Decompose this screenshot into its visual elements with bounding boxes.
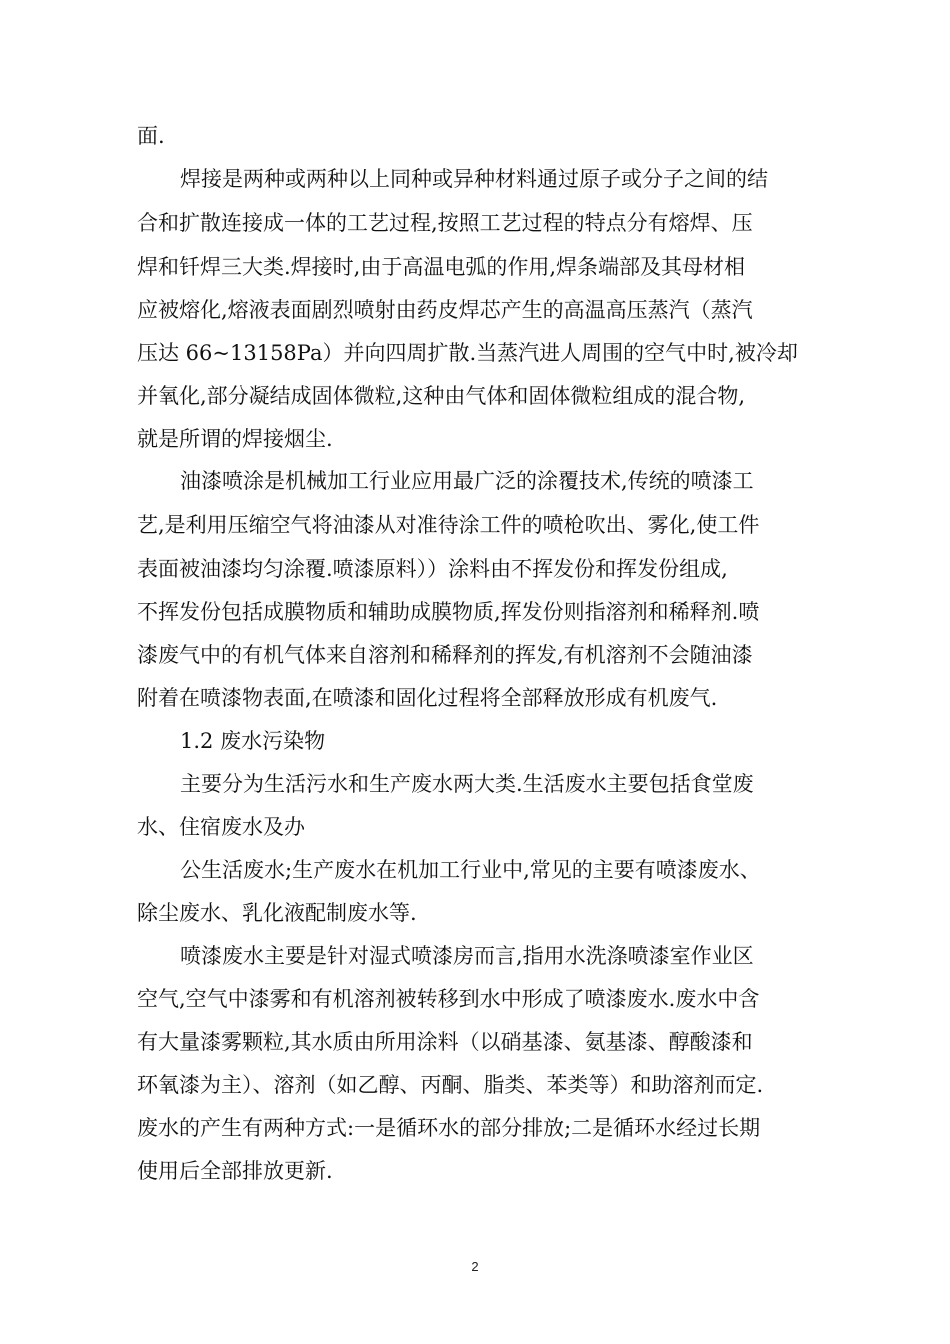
text-line: 压达 66~13158Pa）并向四周扩散.当蒸汽进人周围的空气中时,被冷却 xyxy=(137,341,798,365)
text-line: 表面被油漆均匀涂覆.喷漆原料））涂料由不挥发份和挥发份组成, xyxy=(137,557,728,581)
text-line: 艺,是利用压缩空气将油漆从对准待涂工件的喷枪吹出、雾化,使工件 xyxy=(137,513,760,537)
text-line: 环氧漆为主）、溶剂（如乙醇、丙酮、脂类、苯类等）和助溶剂而定. xyxy=(137,1073,764,1097)
text-line: 不挥发份包括成膜物质和辅助成膜物质,挥发份则指溶剂和稀释剂.喷 xyxy=(137,600,760,624)
text-line: 主要分为生活污水和生产废水两大类.生活废水主要包括食堂废 xyxy=(180,772,754,796)
text-line: 漆废气中的有机气体来自溶剂和稀释剂的挥发,有机溶剂不会随油漆 xyxy=(137,643,753,667)
text-line: 除尘废水、乳化液配制废水等. xyxy=(137,901,417,925)
text-line: 油漆喷涂是机械加工行业应用最广泛的涂覆技术,传统的喷漆工 xyxy=(180,469,754,493)
text-line: 焊接是两种或两种以上同种或异种材料通过原子或分子之间的结 xyxy=(180,167,768,191)
text-line: 废水的产生有两种方式:一是循环水的部分排放;二是循环水经过长期 xyxy=(137,1116,761,1140)
text-line: 合和扩散连接成一体的工艺过程,按照工艺过程的特点分有熔焊、压 xyxy=(137,211,753,235)
text-line: 并氧化,部分凝结成固体微粒,这种由气体和固体微粒组成的混合物, xyxy=(137,384,746,408)
text-line: 焊和钎焊三大类.焊接时,由于高温电弧的作用,焊条端部及其母材相 xyxy=(137,255,746,279)
text-line: 附着在喷漆物表面,在喷漆和固化过程将全部释放形成有机废气. xyxy=(137,686,718,710)
text-line: 水、住宿废水及办 xyxy=(137,815,305,839)
text-line: 面. xyxy=(137,124,165,148)
section-heading: 1.2 废水污染物 xyxy=(180,729,326,753)
page-number: 2 xyxy=(471,1259,479,1274)
text-line: 应被熔化,熔液表面剧烈喷射由药皮焊芯产生的高温高压蒸汽（蒸汽 xyxy=(137,298,753,322)
text-line: 有大量漆雾颗粒,其水质由所用涂料（以硝基漆、氨基漆、醇酸漆和 xyxy=(137,1030,753,1054)
text-line: 喷漆废水主要是针对湿式喷漆房而言,指用水洗涤喷漆室作业区 xyxy=(180,944,754,968)
text-line: 使用后全部排放更新. xyxy=(137,1159,333,1183)
text-line: 公生活废水;生产废水在机加工行业中,常见的主要有喷漆废水、 xyxy=(180,858,761,882)
text-line: 空气,空气中漆雾和有机溶剂被转移到水中形成了喷漆废水.废水中含 xyxy=(137,987,760,1011)
text-line: 就是所谓的焊接烟尘. xyxy=(137,427,333,451)
